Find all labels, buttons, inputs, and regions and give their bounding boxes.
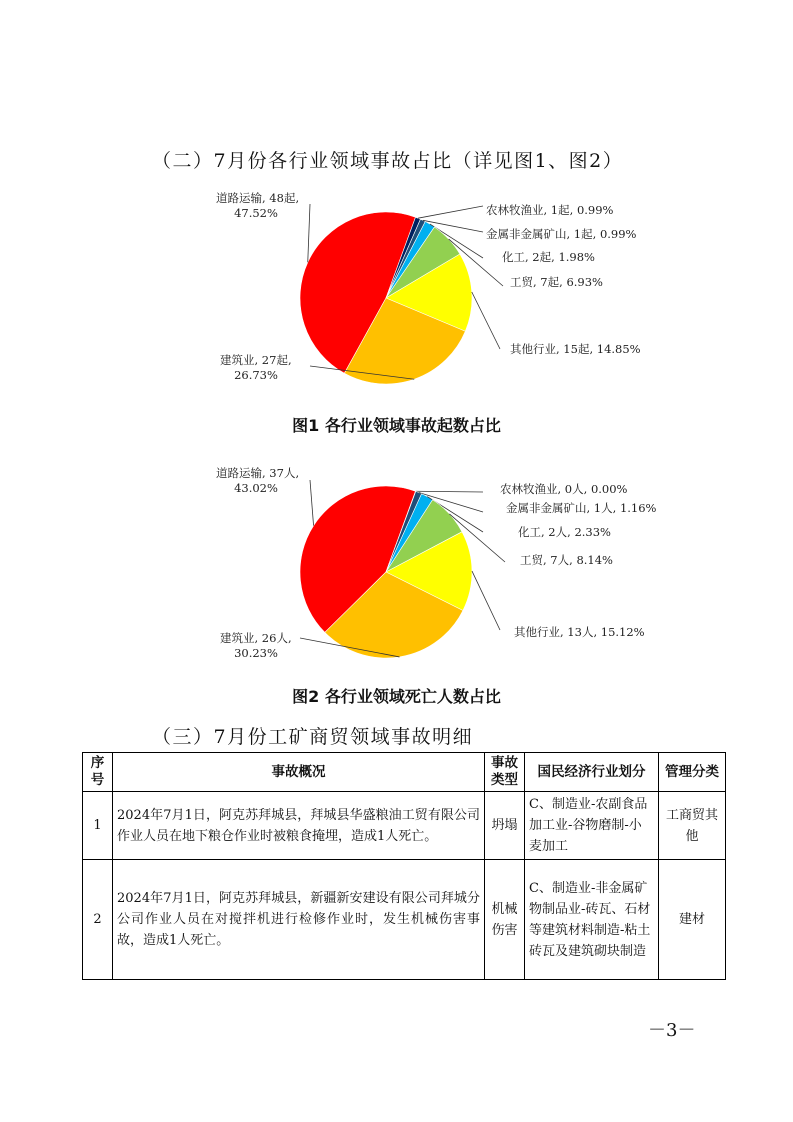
figure1-caption: 图1 各行业领域事故起数占比 — [292, 416, 501, 435]
table-header-row — [83, 753, 726, 792]
figure2-caption: 图2 各行业领域死亡人数占比 — [292, 687, 501, 706]
section-heading-accident-details: （三）7月份工矿商贸领域事故明细 — [152, 726, 474, 748]
row-category: 工商贸其他 — [659, 792, 726, 860]
row-summary: 2024年7月1日，阿克苏拜城县，拜城县华盛粮油工贸有限公司作业人员在地下粮仓作业时被粮食掩埋，造成1人死亡。 — [113, 792, 485, 860]
fig1-leader-5 — [472, 292, 500, 349]
section-heading-industry-share: （二）7月份各行业领域事故占比（详见图1、图2） — [152, 150, 624, 172]
fig1-label-4: 工贸, 7起, 6.93% — [510, 275, 603, 289]
fig1-label-0-percent: 47.52% — [234, 206, 278, 220]
header-type: 事故类型 — [485, 753, 525, 792]
pie-chart-death-count — [200, 460, 700, 675]
pie-chart-death-count-svg — [200, 460, 700, 675]
table-row — [83, 792, 726, 860]
fig1-leader-1 — [418, 206, 483, 218]
fig2-label-1: 农林牧渔业, 0人, 0.00% — [500, 482, 628, 496]
pie-chart-accident-count — [200, 186, 700, 396]
fig2-label-6: 建筑业, 26人, — [220, 631, 292, 645]
row-type: 坍塌 — [485, 792, 525, 860]
page-number: －3－ — [648, 1020, 696, 1041]
row-category: 建材 — [659, 860, 726, 980]
header-no: 序号 — [83, 753, 113, 792]
row-summary: 2024年7月1日，阿克苏拜城县，新疆新安建设有限公司拜城分公司作业人员在对搅拌机进行检修作业时，发生机械伤害事故，造成1人死亡。 — [113, 860, 485, 980]
header-summary: 事故概况 — [113, 753, 485, 792]
row-industry: C、制造业-非金属矿物制品业-砖瓦、石材等建筑材料制造-粘土砖瓦及建筑砌块制造 — [525, 860, 659, 980]
row-no: 2 — [83, 860, 113, 980]
fig2-leader-1 — [416, 491, 483, 492]
header-category: 管理分类 — [659, 753, 726, 792]
fig1-label-6-percent: 26.73% — [234, 368, 278, 382]
fig2-label-3: 化工, 2人, 2.33% — [518, 525, 611, 539]
fig1-label-6: 建筑业, 27起, — [220, 353, 292, 367]
header-industry: 国民经济行业划分 — [525, 753, 659, 792]
fig1-leader-0 — [308, 204, 310, 262]
fig1-label-1: 农林牧渔业, 1起, 0.99% — [486, 203, 614, 217]
row-industry: C、制造业-农副食品加工业-谷物磨制-小麦加工 — [525, 792, 659, 860]
fig2-label-0: 道路运输, 37人, — [216, 466, 300, 480]
accident-details-table — [82, 752, 726, 980]
fig1-label-0: 道路运输, 48起, — [216, 191, 300, 205]
fig2-label-0-percent: 43.02% — [234, 481, 278, 495]
pie-chart-accident-count-svg — [200, 186, 700, 396]
fig1-label-3: 化工, 2起, 1.98% — [502, 250, 595, 264]
fig2-label-2: 金属非金属矿山, 1人, 1.16% — [506, 501, 657, 515]
fig2-leader-0 — [310, 480, 314, 526]
fig2-label-4: 工贸, 7人, 8.14% — [520, 553, 613, 567]
fig2-label-5: 其他行业, 13人, 15.12% — [514, 625, 645, 639]
fig1-label-2: 金属非金属矿山, 1起, 0.99% — [486, 227, 637, 241]
fig2-label-6-percent: 30.23% — [234, 646, 278, 660]
table-row — [83, 860, 726, 980]
fig1-label-5: 其他行业, 15起, 14.85% — [510, 342, 641, 356]
fig2-leader-5 — [472, 571, 500, 630]
row-no: 1 — [83, 792, 113, 860]
row-type: 机械伤害 — [485, 860, 525, 980]
